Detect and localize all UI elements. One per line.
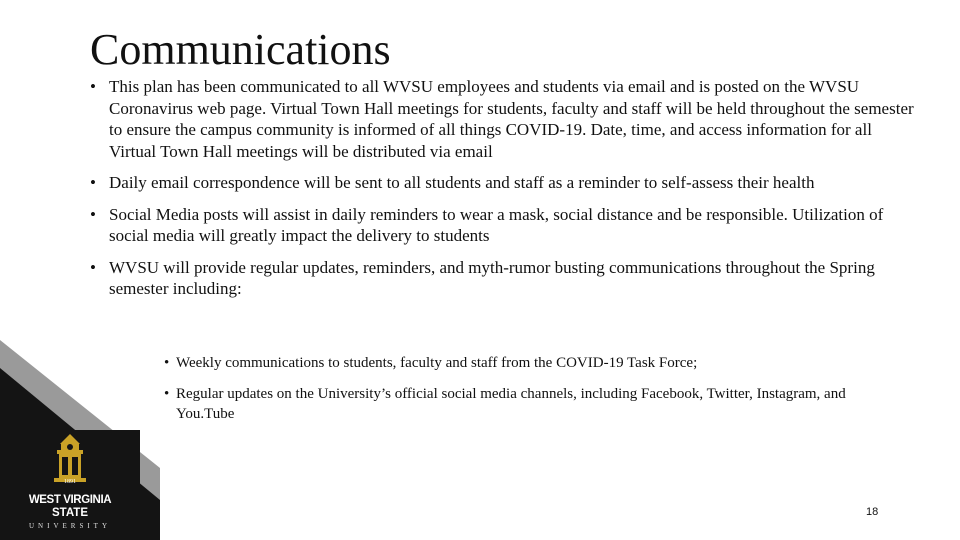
sub-bullet-text: Weekly communications to students, faculty and staff from the COVID-19 Task Force; — [176, 355, 698, 371]
logo-year: 1891 — [64, 479, 76, 485]
bullet-item — [90, 204, 920, 247]
bullet-marker: • — [90, 257, 96, 277]
bullet-marker: • — [90, 204, 96, 224]
bullet-marker: • — [90, 173, 96, 192]
logo-text-line3: UNIVERSITY — [29, 522, 111, 530]
bullet-marker: • — [90, 77, 96, 96]
university-logo — [20, 432, 120, 536]
sub-bullet-item — [164, 353, 864, 373]
bullet-list — [90, 76, 920, 310]
bullet-item — [90, 172, 920, 194]
bullet-text: Daily email correspondence will be sent to all students and staff as a reminder to self-assess their health — [109, 173, 815, 192]
bullet-text: WVSU will provide regular updates, reminders, and myth-rumor busting communications throughout the Spring semester including: — [109, 257, 875, 298]
sub-bullet-item — [164, 384, 864, 424]
page-number: 18 — [866, 506, 879, 518]
sub-bullet-list — [164, 353, 864, 373]
logo-text-line1: WEST VIRGINIA — [28, 494, 112, 506]
bullet-marker: • — [164, 355, 170, 371]
logo-text-line2: STATE — [52, 507, 88, 519]
sub-bullet-list — [164, 384, 864, 424]
bullet-item — [90, 257, 920, 300]
bullet-item — [90, 76, 920, 162]
bullet-text: This plan has been communicated to all WVSU employees and students via email and is posted on the WVSU Coronavirus web page. Virtual Town Hall meetings for students, faculty and staff will be held throughout the semester to ensure the campus community is informed of all things COVID-19. Date, time, and access information for all Virtual Town Hall meetings will be distributed via email — [109, 77, 914, 161]
bullet-text: Social Media posts will assist in daily reminders to wear a mask, social distance and be responsible. Utilization of social media will greatly impact the delivery to students — [109, 204, 884, 245]
sub-bullet-text: Regular updates on the University’s official social media channels, including Facebook, Twitter, Instagram, and You.Tube — [176, 386, 846, 422]
page-title: Communications — [90, 25, 391, 74]
bullet-marker: • — [164, 386, 170, 402]
